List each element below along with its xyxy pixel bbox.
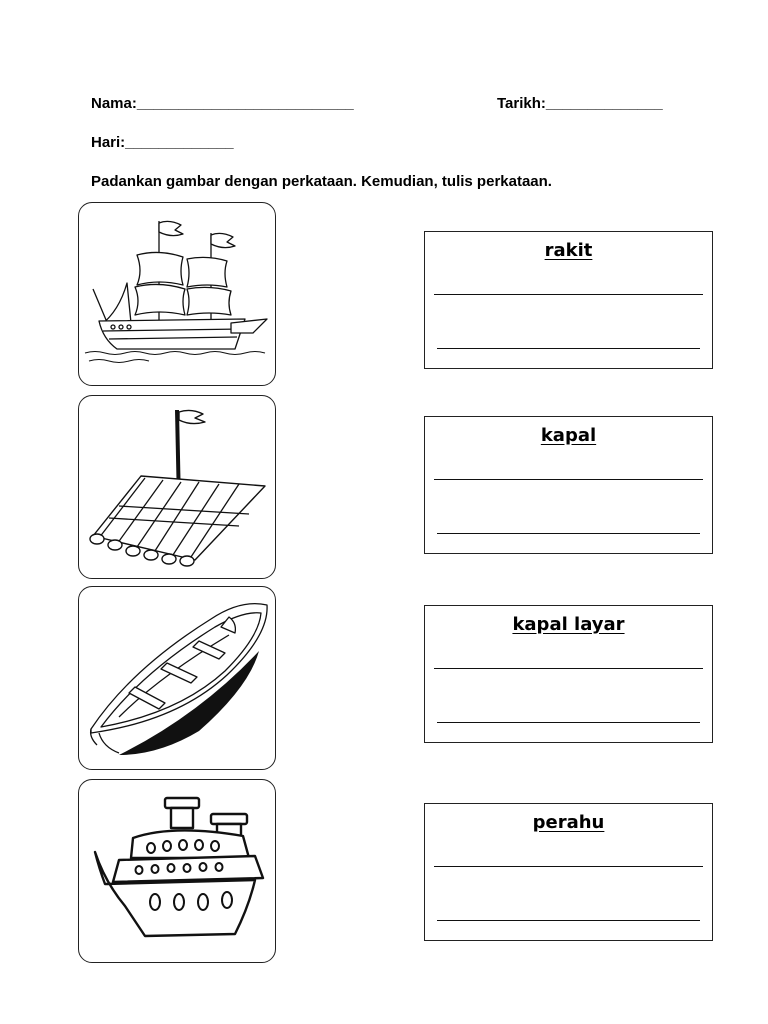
word-label: kapal layar <box>512 614 625 635</box>
word-box-3[interactable] <box>424 605 713 743</box>
writing-line-1[interactable] <box>434 479 703 480</box>
word-label: rakit <box>544 240 593 261</box>
instruction-text: Padankan gambar dengan perkataan. Kemudian, tulis perkataan. <box>91 173 552 190</box>
word-label: perahu <box>532 812 605 833</box>
word-box-2[interactable] <box>424 416 713 554</box>
word-box-1[interactable] <box>424 231 713 369</box>
picture-card-1[interactable] <box>78 202 276 386</box>
cruise-ship-icon <box>79 780 275 962</box>
writing-line-1[interactable] <box>434 866 703 867</box>
writing-line-2[interactable] <box>437 920 700 921</box>
picture-card-3[interactable] <box>78 586 276 770</box>
word-box-4[interactable] <box>424 803 713 941</box>
sailing-ship-icon <box>79 203 275 385</box>
writing-line-1[interactable] <box>434 668 703 669</box>
day-field[interactable]: Hari:_____________ <box>91 134 234 151</box>
rowboat-icon <box>79 587 275 769</box>
picture-card-4[interactable] <box>78 779 276 963</box>
writing-line-2[interactable] <box>437 722 700 723</box>
writing-line-2[interactable] <box>437 348 700 349</box>
name-field[interactable]: Nama:__________________________ <box>91 95 354 112</box>
writing-line-1[interactable] <box>434 294 703 295</box>
date-field[interactable]: Tarikh:______________ <box>497 95 663 112</box>
writing-line-2[interactable] <box>437 533 700 534</box>
word-label: kapal <box>540 425 597 446</box>
raft-icon <box>79 396 275 578</box>
picture-card-2[interactable] <box>78 395 276 579</box>
